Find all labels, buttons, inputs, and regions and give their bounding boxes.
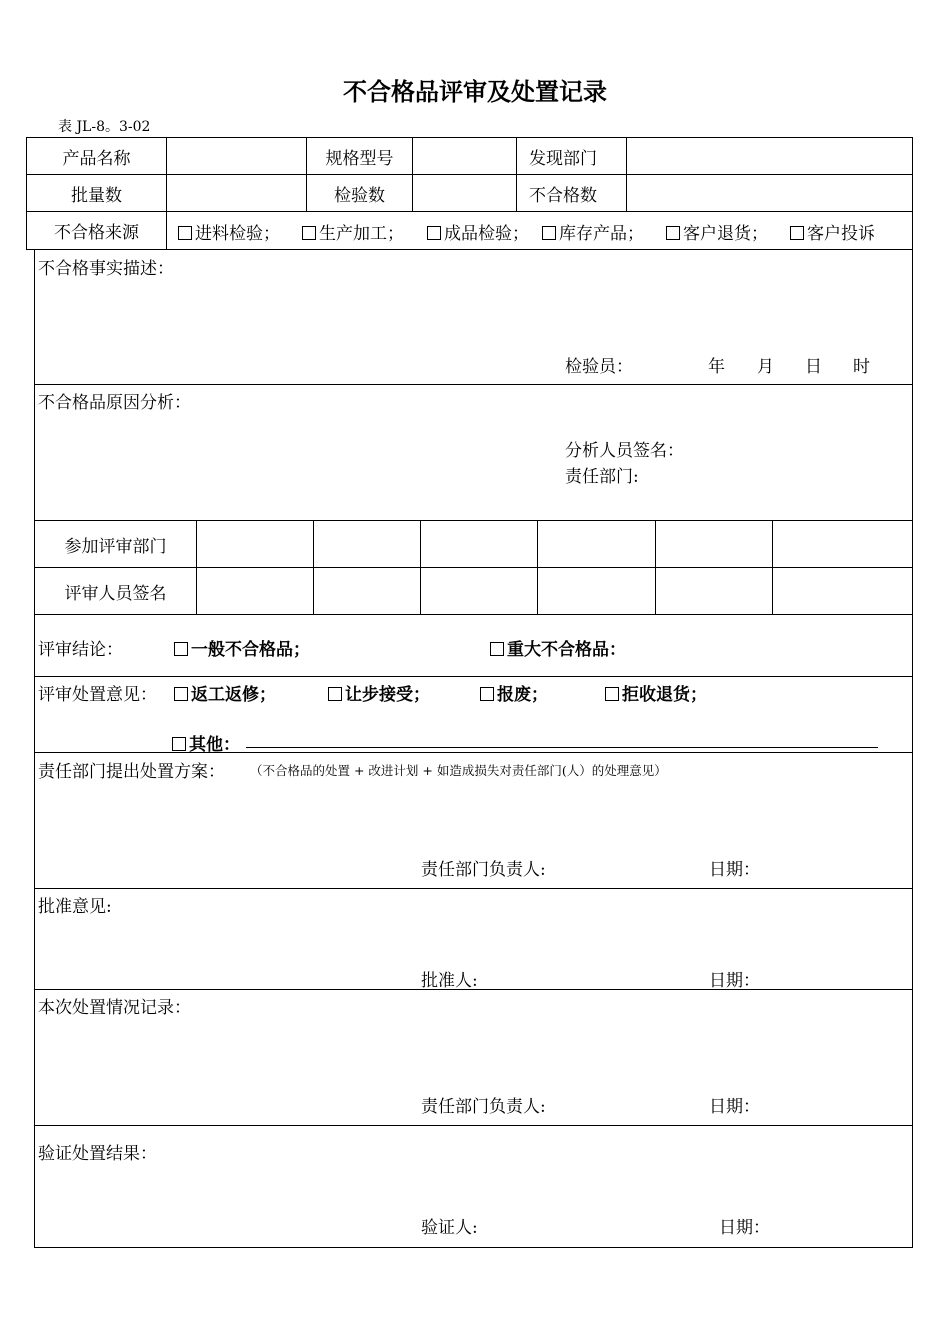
spec-model-label: 规格型号 (325, 148, 394, 169)
plan-head-label: 责任部门负责人: (421, 860, 546, 880)
record-label: 本次处置情况记录： (38, 998, 191, 1018)
disposal-rework-option[interactable]: 返工返修； (174, 680, 276, 705)
checkbox-icon (790, 226, 804, 240)
other-input-underline[interactable] (246, 747, 878, 748)
disposal-label: 评审处置意见： (38, 685, 157, 705)
divider (166, 211, 167, 249)
day-label: 日 (805, 357, 822, 377)
divider (34, 614, 913, 615)
month-label: 月 (757, 357, 774, 377)
checkbox-icon (490, 642, 504, 656)
checkbox-icon (172, 737, 186, 751)
checkbox-icon (328, 687, 342, 701)
border-bottom (34, 1247, 913, 1248)
disposal-reject-option[interactable]: 拒收退货； (605, 680, 707, 705)
cause-label: 不合格品原因分析： (38, 393, 191, 413)
conclusion-major-option[interactable]: 重大不合格品： (490, 635, 626, 660)
analyst-sign-label: 分析人员签名： (565, 441, 684, 461)
record-head-label: 责任部门负责人: (421, 1097, 546, 1117)
checkbox-icon (427, 226, 441, 240)
divider (655, 520, 656, 614)
divider (420, 520, 421, 614)
divider (166, 137, 167, 211)
checkbox-icon (480, 687, 494, 701)
source-option-complaint[interactable]: 客户投诉 (790, 219, 875, 244)
divider (196, 520, 197, 614)
divider (34, 1125, 913, 1126)
divider (26, 249, 913, 250)
divider (34, 888, 913, 889)
checkbox-icon (542, 226, 556, 240)
source-option-incoming[interactable]: 进料检验； (178, 219, 280, 244)
disposal-concession-option[interactable]: 让步接受； (328, 680, 430, 705)
divider (626, 137, 627, 211)
source-option-finished[interactable]: 成品检验； (427, 219, 529, 244)
record-date-label: 日期： (709, 1097, 760, 1117)
checkbox-icon (174, 642, 188, 656)
resp-dept-label: 责任部门: (565, 467, 639, 487)
nonconform-qty-label: 不合格数 (529, 185, 597, 206)
divider (34, 384, 913, 385)
year-label: 年 (708, 357, 725, 377)
inspect-qty-label: 检验数 (334, 185, 385, 206)
approver-label: 批准人: (421, 971, 478, 991)
border-right (912, 137, 913, 1248)
verifier-label: 验证人: (421, 1218, 478, 1238)
checkbox-icon (605, 687, 619, 701)
review-dept-label: 参加评审部门 (64, 536, 167, 557)
divider (313, 520, 314, 614)
plan-date-label: 日期： (709, 860, 760, 880)
source-label: 不合格来源 (54, 223, 139, 243)
source-option-stock[interactable]: 库存产品； (542, 219, 644, 244)
divider (772, 520, 773, 614)
checkbox-icon (174, 687, 188, 701)
inspector-label: 检验员： (565, 357, 633, 377)
product-name-label: 产品名称 (62, 148, 131, 169)
checkbox-icon (178, 226, 192, 240)
source-option-return[interactable]: 客户退货； (666, 219, 768, 244)
checkbox-icon (666, 226, 680, 240)
form-title: 不合格品评审及处置记录 (343, 78, 607, 106)
found-dept-label: 发现部门 (529, 148, 597, 169)
conclusion-label: 评审结论： (38, 640, 123, 660)
checkbox-icon (302, 226, 316, 240)
fact-label: 不合格事实描述： (38, 259, 174, 279)
divider (34, 676, 913, 677)
source-option-production[interactable]: 生产加工； (302, 219, 404, 244)
divider (34, 752, 913, 753)
approval-date-label: 日期： (709, 971, 760, 991)
plan-note: （不合格品的处置 + 改进计划 + 如造成损失对责任部门(人）的处理意见） (250, 763, 667, 778)
verify-label: 验证处置结果： (38, 1144, 157, 1164)
divider (34, 989, 913, 990)
disposal-scrap-option[interactable]: 报废； (480, 680, 548, 705)
conclusion-general-option[interactable]: 一般不合格品； (174, 635, 310, 660)
verify-date-label: 日期： (719, 1218, 770, 1238)
batch-qty-label: 批量数 (71, 185, 122, 206)
border-left-body (34, 249, 35, 1248)
disposal-other-option[interactable]: 其他： (172, 730, 240, 755)
approval-label: 批准意见: (38, 897, 112, 917)
plan-label: 责任部门提出处置方案： (38, 762, 225, 782)
divider (412, 137, 413, 211)
review-sign-label: 评审人员签名 (64, 583, 167, 604)
divider (537, 520, 538, 614)
hour-label: 时 (853, 357, 870, 377)
form-code: 表 JL-8。3-02 (58, 119, 151, 135)
